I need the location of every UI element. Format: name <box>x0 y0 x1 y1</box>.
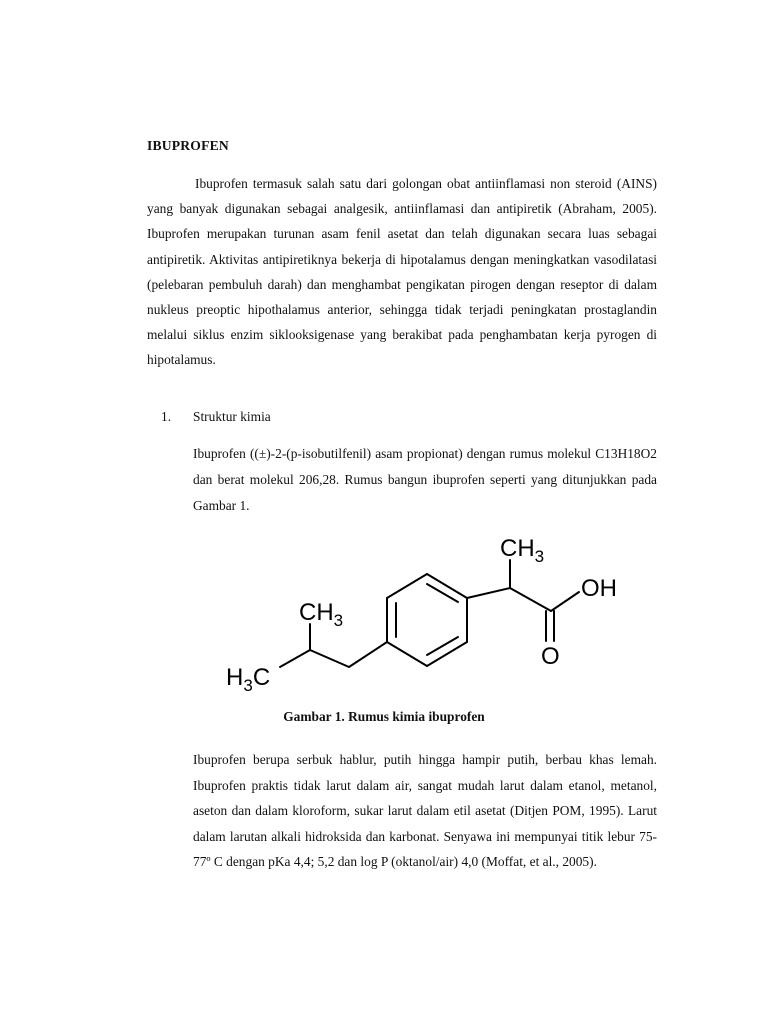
list-item-title: Struktur kimia <box>193 409 271 424</box>
carbonyl-oxygen-label: O <box>541 643 560 670</box>
bond <box>510 588 551 611</box>
bond <box>280 650 310 667</box>
ring-double-bond <box>427 637 458 655</box>
methyl-label-left: $CH_3$ <box>299 599 344 630</box>
list-item-number: 1. <box>161 409 172 424</box>
ring-bond <box>387 642 427 666</box>
structure-paragraph: Ibuprofen ((±)-2-(p-isobutilfenil) asam propionat) dengan rumus molekul C13H18O2 dan berat molekul 206,28. Rumus bangun ibuprofen seperti yang ditunjukkan pada Gambar 1. <box>193 446 657 513</box>
bond <box>551 592 579 611</box>
figure-caption: Gambar 1. Rumus kimia ibuprofen <box>283 709 485 724</box>
bond <box>349 642 387 667</box>
bond <box>467 588 510 598</box>
bond <box>310 650 349 667</box>
methyl-label-h3c: $H_3C$ <box>226 664 271 695</box>
ring-bond <box>427 642 467 666</box>
hydroxyl-label: OH <box>581 575 617 602</box>
ibuprofen-structure-diagram <box>215 524 635 700</box>
ring-bond <box>427 574 467 598</box>
intro-paragraph: Ibuprofen termasuk salah satu dari golongan obat antiinflamasi non steroid (AINS) yang banyak digunakan sebagai analgesik, antiinflamasi dan antipiretik (Abraham, 2005). Ibuprofen merupakan turunan asam fenil asetat dan telah digunakan secara luas sebagai antipiretik. Aktivitas antipiretiknya bekerja di hipotalamus dengan meningkatkan vasodilatasi (pelebaran pembuluh darah) dan menghambat pengikatan pirogen dengan reseptor di dalam nukleus preoptic hipothalamus anterior, sehingga tidak terjadi peningkatan prostaglandin melalui siklus enzim siklooksigenase yang berakibat pada penghambatan kerja pyrogen di hipotalamus. <box>147 176 657 368</box>
ring-double-bond <box>427 584 458 602</box>
methyl-label-top: $CH_3$ <box>500 535 545 566</box>
section-heading: IBUPROFEN <box>147 138 229 153</box>
numbered-list-item <box>161 409 271 425</box>
properties-paragraph: Ibuprofen berupa serbuk hablur, putih hingga hampir putih, berbau khas lemah. Ibuprofen praktis tidak larut dalam air, sangat mudah larut dalam etanol, metanol, aseton dan dalam kloroform, sukar larut dalam etil asetat (Ditjen POM, 1995). Larut dalam larutan alkali hidroksida dan karbonat. Senyawa ini mempunyai titik lebur 75-77º C dengan pKa 4,4; 5,2 dan log P (oktanol/air) 4,0 (Moffat, et al., 2005). <box>193 752 657 870</box>
ring-bond <box>387 574 427 598</box>
